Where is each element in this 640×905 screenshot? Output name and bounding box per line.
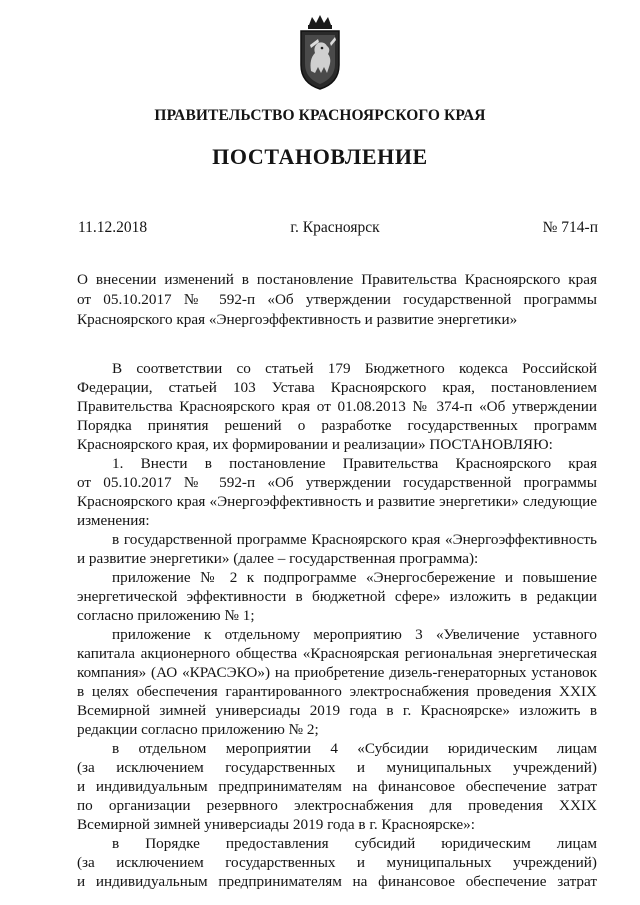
body-line: в государственной программе Красноярского края «Энергоэффективность [112,531,597,548]
body-line: Федерации, статьей 103 Устава Красноярского края, постановлением [77,379,597,396]
title-line: О внесении изменений в постановление Правительства Красноярского края [77,271,597,288]
body-line: редакции согласно приложению № 2; [77,721,319,738]
body-line: в Порядке предоставления субсидий юридическим лицам [112,835,597,852]
body-line: компания» (АО «КРАСЭКО») на приобретение дизель-генераторных установок [77,664,597,681]
coat-of-arms-icon [297,15,343,91]
body-line: изменения: [77,512,150,529]
body-line: и развитие энергетики» (далее – государственная программа): [77,550,479,567]
title-line: Красноярского края «Энергоэффективность и развитие энергетики» [77,311,518,328]
body-line: Всемирной зимней универсиады 2019 года в г. Красноярске»: [77,816,475,833]
body-line: приложение к отдельному мероприятию 3 «Увеличение уставного [112,626,597,643]
body-line: капитала акционерного общества «Красноярская региональная энергетическая [77,645,597,662]
organization-name: ПРАВИТЕЛЬСТВО КРАСНОЯРСКОГО КРАЯ [154,107,486,124]
document-number: № 714-п [542,219,598,236]
body-line: приложение № 2 к подпрограмме «Энергосбережение и повышение [112,569,597,586]
body-line: энергетической эффективности в бюджетной сфере» изложить в редакции [77,588,597,605]
body-line: (за исключением государственных и муниципальных учреждений) [77,854,597,871]
title-line: от 05.10.2017 № 592-п «Об утверждении государственной программы [77,291,597,308]
body-line: и индивидуальным предпринимателям на финансовое обеспечение затрат [77,873,597,890]
document-city: г. Красноярск [290,219,380,236]
body-line: в отдельном мероприятии 4 «Субсидии юридическим лицам [112,740,597,757]
body-line: от 05.10.2017 № 592-п «Об утверждении государственной программы [77,474,597,491]
body-line: Красноярского края «Энергоэффективность и развитие энергетики» следующие [77,493,597,510]
body-line: Красноярского края, их формировании и реализации» ПОСТАНОВЛЯЮ: [77,436,553,453]
body-line: Правительства Красноярского края от 01.08.2013 № 374-п «Об утверждении [77,398,597,415]
document-date: 11.12.2018 [78,219,148,236]
body-line: по организации резервного электроснабжения для проведения XXIX [77,797,597,814]
body-line: и индивидуальным предпринимателям на финансовое обеспечение затрат [77,778,597,795]
body-line: Всемирной зимней универсиады 2019 года в г. Красноярске» изложить в [77,702,597,719]
body-line: в целях обеспечения гарантированного электроснабжения проведения XXIX [77,683,597,700]
body-line: (за исключением государственных и муниципальных учреждений) [77,759,597,776]
document-type: ПОСТАНОВЛЕНИЕ [212,144,428,169]
body-line: согласно приложению № 1; [77,607,255,624]
body-line: В соответствии со статьей 179 Бюджетного кодекса Российской [112,360,597,377]
body-line: 1. Внести в постановление Правительства Красноярского края [112,455,597,472]
body-line: Порядка принятия решений о разработке государственных программ [77,417,597,434]
